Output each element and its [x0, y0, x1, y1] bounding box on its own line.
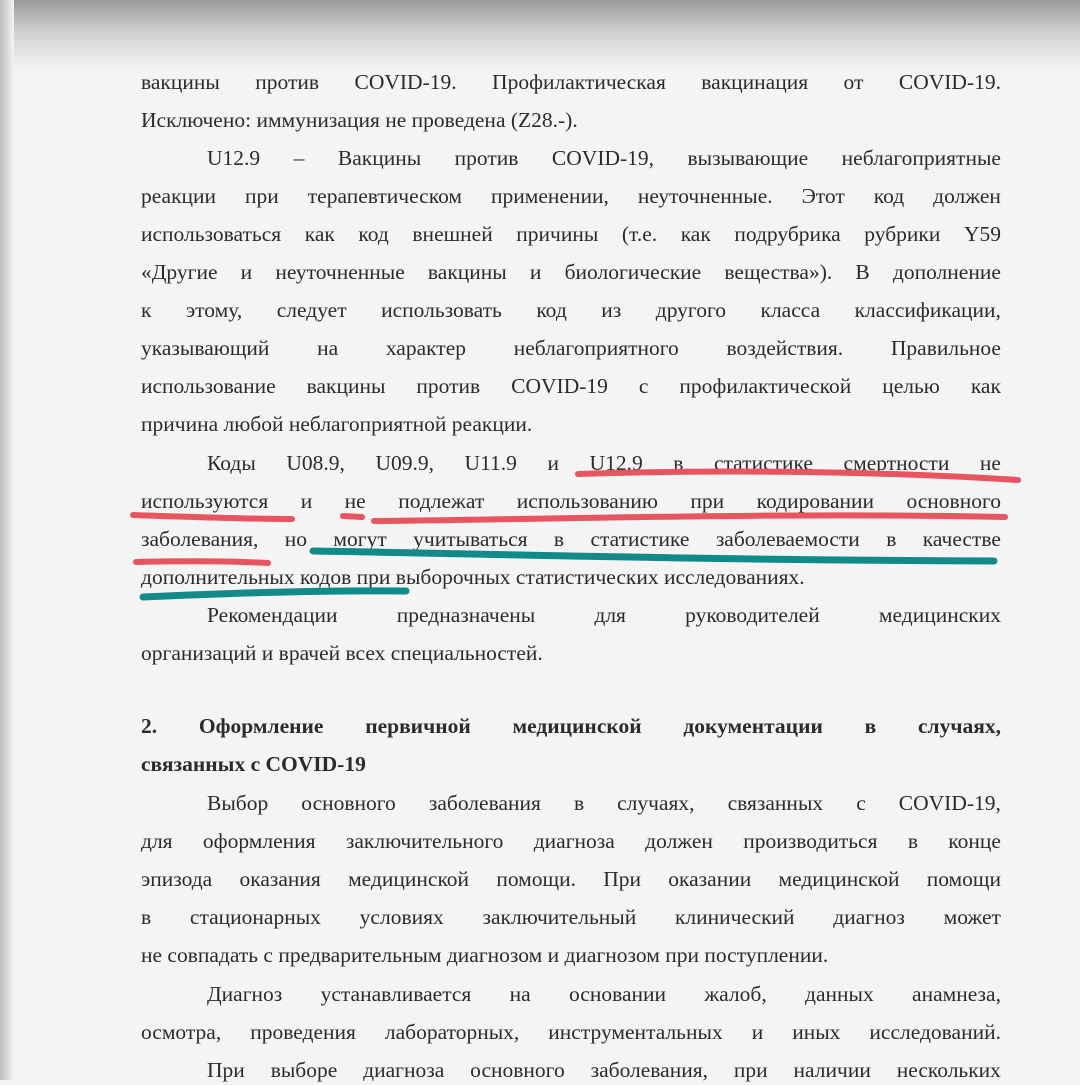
paragraph-line: Рекомендации предназначены для руководителей медицинских [207, 603, 1001, 627]
paragraph-line: Исключено: иммунизация не проведена (Z28.-). [141, 108, 578, 132]
paragraph-line: заболевания, но могут учитываться в статистике заболеваемости в качестве [141, 527, 1001, 551]
paragraph-line: использоваться как код внешней причины (т.е. как подрубрика рубрики Y59 [141, 222, 1001, 246]
paragraph-line: осмотра, проведения лабораторных, инструментальных и иных исследований. [141, 1020, 1001, 1044]
section-heading: связанных с COVID-19 [141, 752, 366, 776]
paragraph-line: дополнительных кодов при выборочных статистических исследованиях. [141, 565, 805, 589]
paragraph-line: не совпадать с предварительным диагнозом и диагнозом при поступлении. [141, 943, 829, 967]
paragraph-line: U12.9 – Вакцины против COVID-19, вызывающие неблагоприятные [207, 146, 1001, 170]
paragraph-line: в стационарных условиях заключительный клинический диагноз может [141, 905, 1001, 929]
paragraph-line: к этому, следует использовать код из другого класса классификации, [141, 298, 1001, 322]
paragraph-line: Диагноз устанавливается на основании жалоб, данных анамнеза, [207, 982, 1001, 1006]
paragraph-line: эпизода оказания медицинской помощи. При оказании медицинской помощи [141, 867, 1001, 891]
paragraph-line: для оформления заключительного диагноза должен производиться в конце [141, 829, 1001, 853]
paragraph-line: реакции при терапевтическом применении, неуточненные. Этот код должен [141, 184, 1001, 208]
paragraph-line: Коды U08.9, U09.9, U11.9 и U12.9 в статистике смертности не [207, 451, 1001, 475]
section-heading: 2. Оформление первичной медицинской документации в случаях, [141, 714, 1001, 738]
paragraph-line: вакцины против COVID-19. Профилактическая вакцинация от COVID-19. [141, 70, 1001, 94]
paragraph-line: «Другие и неуточненные вакцины и биологические вещества»). В дополнение [141, 260, 1001, 284]
paragraph-line: организаций и врачей всех специальностей. [141, 641, 543, 665]
paragraph-line: указывающий на характер неблагоприятного воздействия. Правильное [141, 336, 1001, 360]
paragraph-line: использование вакцины против COVID-19 с профилактической целью как [141, 374, 1001, 398]
paragraph-line: При выборе диагноза основного заболевания, при наличии нескольких [207, 1058, 1001, 1082]
paragraph-line: используются и не подлежат использованию при кодировании основного [141, 489, 1001, 513]
paragraph-line: Выбор основного заболевания в случаях, связанных с COVID-19, [207, 791, 1001, 815]
paragraph-line: причина любой неблагоприятной реакции. [141, 412, 533, 436]
